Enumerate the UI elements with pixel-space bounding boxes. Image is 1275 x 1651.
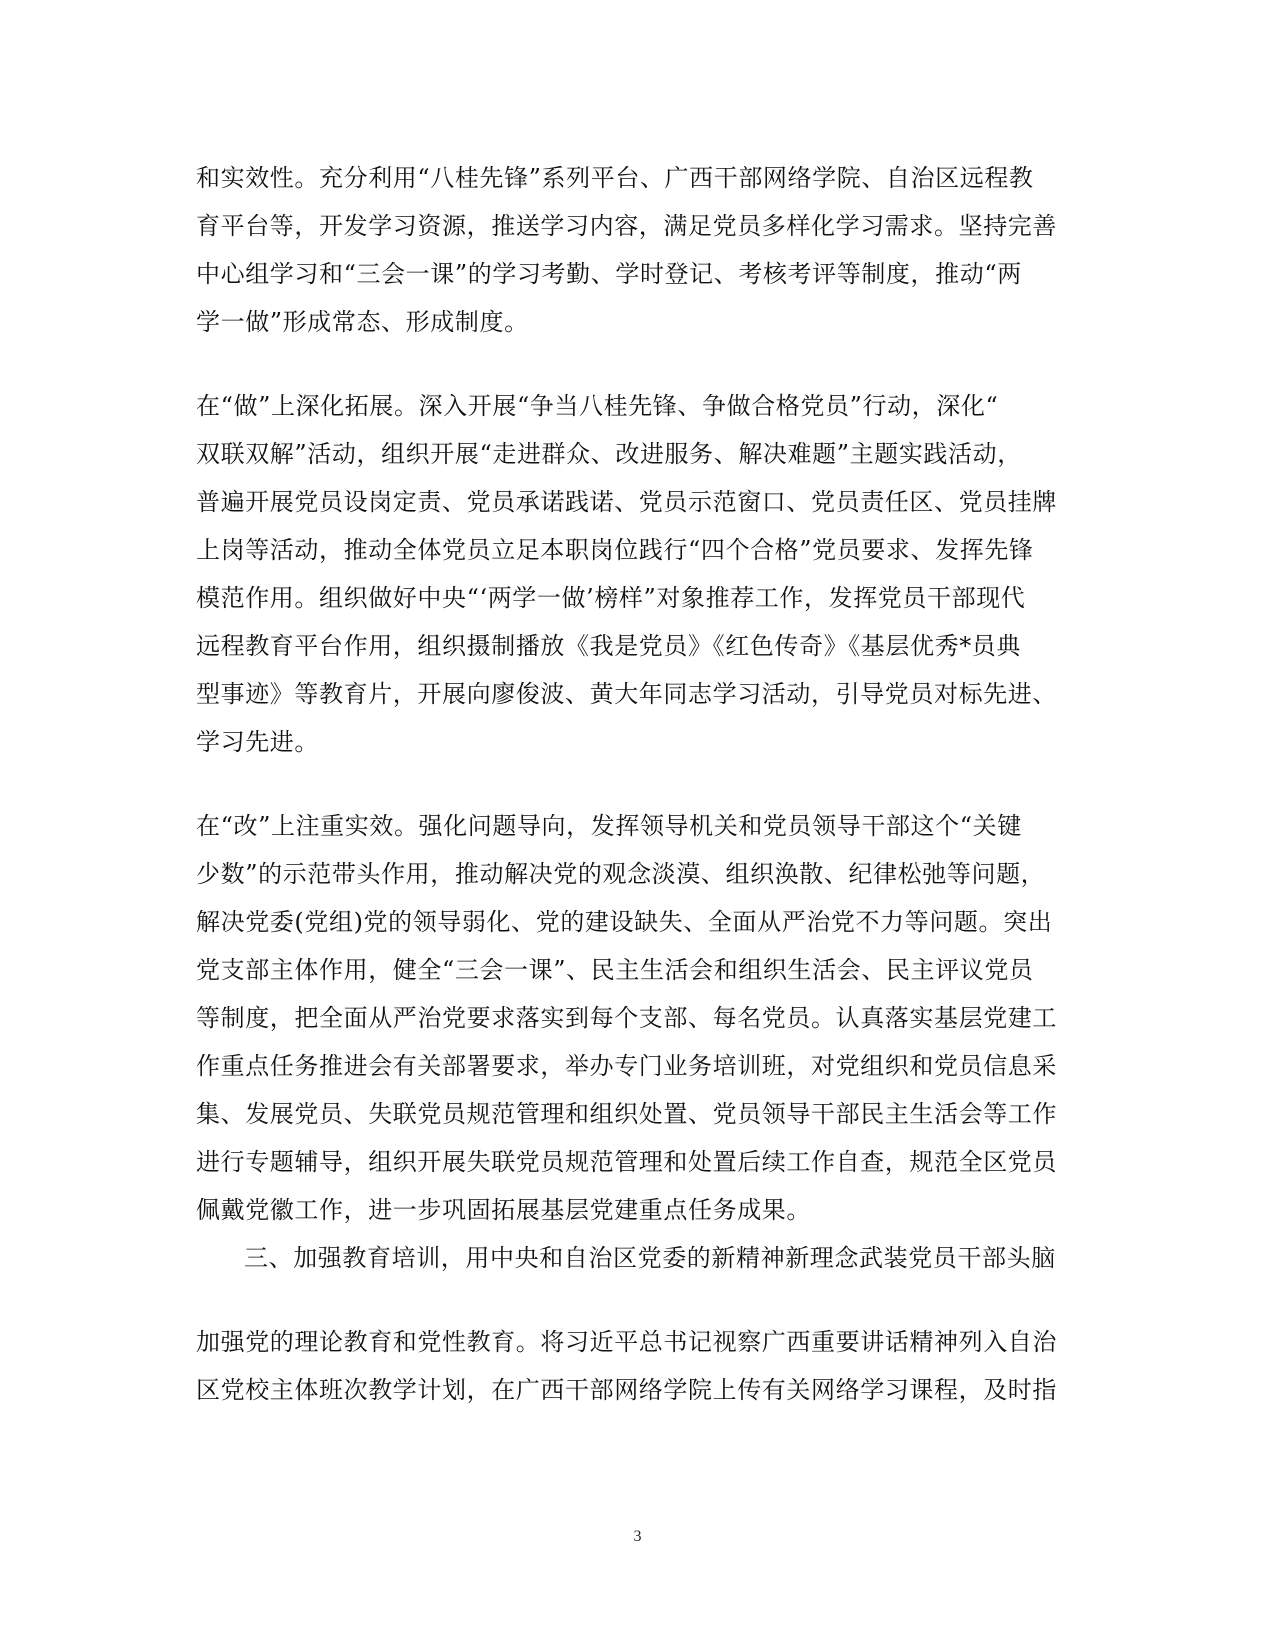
text-line: 上岗等活动，推动全体党员立足本职岗位践行“四个合格”党员要求、发挥先锋: [196, 536, 1034, 564]
text-line: 学一做”形成常态、形成制度。: [196, 308, 529, 336]
text-line: 作重点任务推进会有关部署要求，举办专门业务培训班，对党组织和党员信息采: [196, 1052, 1057, 1080]
text-line: 普遍开展党员设岗定责、党员承诺践诺、党员示范窗口、党员责任区、党员挂牌: [196, 488, 1057, 516]
paragraph-3: [196, 802, 1076, 1234]
text-line: 远程教育平台作用，组织摄制播放《我是党员》《红色传奇》《基层优秀*员典: [196, 632, 1021, 660]
section-heading: [196, 1234, 1076, 1282]
text-line: 等制度，把全面从严治党要求落实到每个支部、每名党员。认真落实基层党建工: [196, 1004, 1057, 1032]
text-line: 育平台等，开发学习资源，推送学习内容，满足党员多样化学习需求。坚持完善: [196, 212, 1057, 240]
text-line: 解决党委(党组)党的领导弱化、党的建设缺失、全面从严治党不力等问题。突出: [196, 908, 1053, 936]
text-line: 少数”的示范带头作用，推动解决党的观念淡漠、组织涣散、纪律松弛等问题，: [196, 860, 1046, 888]
text-line: 在“改”上注重实效。强化问题导向，发挥领导机关和党员领导干部这个“关键: [196, 812, 1022, 840]
text-line: 模范作用。组织做好中央“‘两学一做’榜样”对象推荐工作，发挥党员干部现代: [196, 584, 1026, 612]
paragraph-5: [196, 1318, 1076, 1414]
text-line: 党支部主体作用，健全“三会一课”、民主生活会和组织生活会、民主评议党员: [196, 956, 1034, 984]
text-line: 双联双解”活动，组织开展“走进群众、改进服务、解决难题”主题实践活动，: [196, 440, 1022, 468]
text-line: 和实效性。充分利用“八桂先锋”系列平台、广西干部网络学院、自治区远程教: [196, 164, 1034, 192]
paragraph-2: [196, 382, 1076, 766]
text-line: 集、发展党员、失联党员规范管理和组织处置、党员领导干部民主生活会等工作: [196, 1100, 1057, 1128]
heading-text: 三、加强教育培训，用中央和自治区党委的新精神新理念武装党员干部头脑: [244, 1244, 1056, 1272]
text-line: 区党校主体班次教学计划，在广西干部网络学院上传有关网络学习课程，及时指: [196, 1376, 1057, 1404]
text-line: 佩戴党徽工作，进一步巩固拓展基层党建重点任务成果。: [196, 1196, 811, 1224]
page-number: 3: [633, 1528, 642, 1545]
text-line: 进行专题辅导，组织开展失联党员规范管理和处置后续工作自查，规范全区党员: [196, 1148, 1057, 1176]
paragraph-1: [196, 154, 1076, 346]
text-line: 中心组学习和“三会一课”的学习考勤、学时登记、考核考评等制度，推动“两: [196, 260, 1022, 288]
text-line: 型事迹》等教育片，开展向廖俊波、黄大年同志学习活动，引导党员对标先进、: [196, 680, 1057, 708]
text-line: 在“做”上深化拓展。深入开展“争当八桂先锋、争做合格党员”行动，深化“: [196, 392, 999, 420]
text-line: 加强党的理论教育和党性教育。将习近平总书记视察广西重要讲话精神列入自治: [196, 1328, 1057, 1356]
text-line: 学习先进。: [196, 728, 319, 756]
